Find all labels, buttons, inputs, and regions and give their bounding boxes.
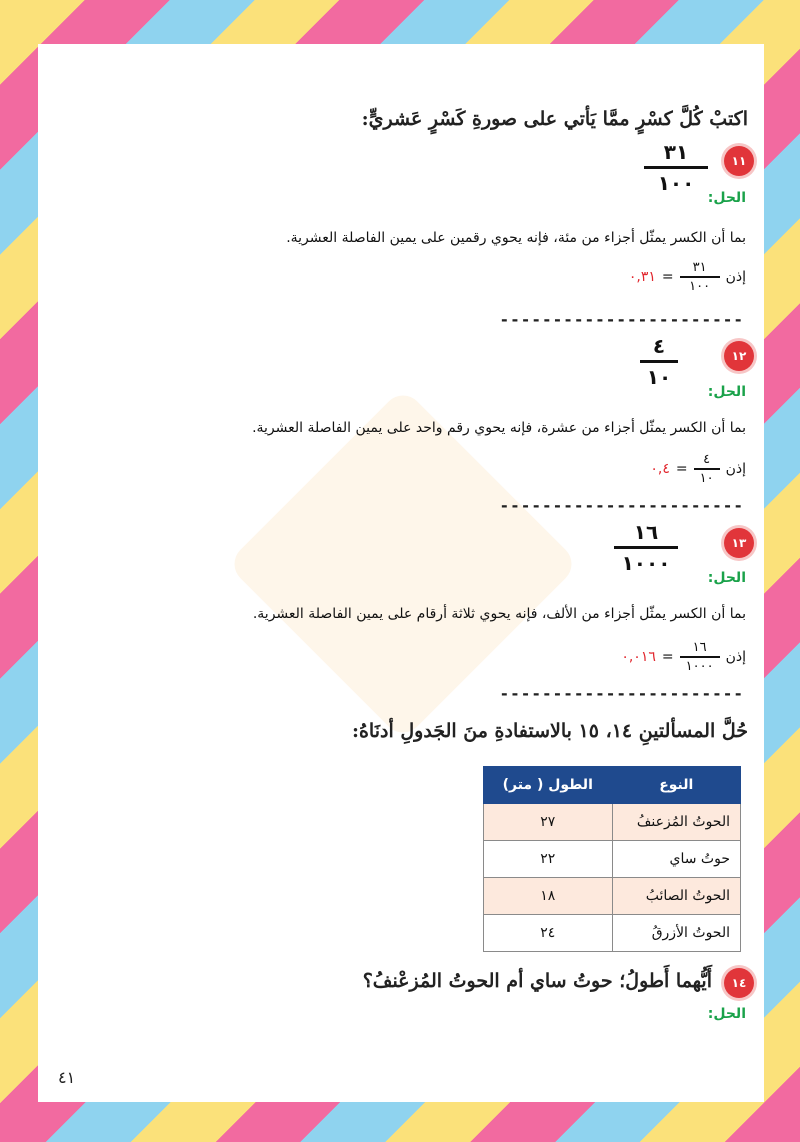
worksheet-page xyxy=(38,44,764,1102)
table-cell-type: حوتُ ساي xyxy=(612,841,741,878)
fraction-denominator: ١٠٠ xyxy=(657,171,695,195)
equation-fraction xyxy=(694,452,720,486)
equation-denominator: ١٠٠ xyxy=(689,278,711,294)
fraction-denominator: ١٠ xyxy=(646,365,672,389)
solution-equation xyxy=(650,452,746,486)
table-row xyxy=(484,841,741,878)
table-row xyxy=(484,878,741,915)
question-fraction-11 xyxy=(644,140,708,195)
solution-label: الحل: xyxy=(707,384,746,400)
fraction-numerator: ٤ xyxy=(652,334,666,358)
equals-sign: = xyxy=(661,648,674,665)
solution-explanation: بما أن الكسر يمثّل أجزاء من الألف، فإنه يحوي ثلاثة أرقام على يمين الفاصلة العشرية. xyxy=(252,606,746,622)
fraction-bar xyxy=(614,546,678,549)
equation-numerator: ٤ xyxy=(703,452,711,467)
solution-equation xyxy=(629,260,746,294)
table-cell-length: ٢٧ xyxy=(484,804,613,841)
equation-fraction-bar xyxy=(680,276,720,278)
table-cell-length: ٢٤ xyxy=(484,915,613,952)
table-row xyxy=(484,804,741,841)
whale-length-table xyxy=(483,766,741,952)
question-number-12: ١٢ xyxy=(724,341,754,371)
question-fraction-13 xyxy=(614,520,678,575)
table-cell-type: الحوتُ الصائبُ xyxy=(612,878,741,915)
then-word: إذن xyxy=(725,648,746,665)
table-header-row xyxy=(484,767,741,804)
then-word: إذن xyxy=(725,460,746,477)
fraction-bar xyxy=(644,166,708,169)
instruction-heading: اكتبْ كُلَّ كسْرٍ ممَّا يَأتي على صورةِ كَسْرٍ عَشريٍّ: xyxy=(361,108,748,130)
decimal-result: ٠,٠١٦ xyxy=(621,648,656,665)
question-number-13: ١٣ xyxy=(724,528,754,558)
equation-numerator: ٣١ xyxy=(692,260,707,275)
table-row xyxy=(484,915,741,952)
equation-fraction-bar xyxy=(680,656,720,658)
question-number-14: ١٤ xyxy=(724,968,754,998)
question-fraction-12 xyxy=(640,334,678,389)
solution-explanation: بما أن الكسر يمثّل أجزاء من مئة، فإنه يحوي رقمين على يمين الفاصلة العشرية. xyxy=(286,230,746,246)
equation-denominator: ١٠٠٠ xyxy=(685,658,714,674)
table-cell-length: ٢٢ xyxy=(484,841,613,878)
equation-denominator: ١٠ xyxy=(699,470,714,486)
solution-explanation: بما أن الكسر يمثّل أجزاء من عشرة، فإنه يحوي رقم واحد على يمين الفاصلة العشرية. xyxy=(252,420,746,436)
equation-fraction-bar xyxy=(694,468,720,470)
page-number: ٤١ xyxy=(58,1068,76,1087)
question-number-11: ١١ xyxy=(724,146,754,176)
equation-fraction xyxy=(680,260,720,294)
then-word: إذن xyxy=(725,268,746,285)
table-cell-length: ١٨ xyxy=(484,878,613,915)
separator: ----------------------- xyxy=(499,310,744,329)
decimal-result: ٠,٤ xyxy=(650,460,670,477)
solution-label: الحل: xyxy=(707,190,746,206)
separator: ----------------------- xyxy=(499,684,744,703)
solution-label: الحل: xyxy=(707,570,746,586)
table-header-type: النوع xyxy=(612,767,741,804)
table-cell-type: الحوتُ الأزرقُ xyxy=(612,915,741,952)
question-14-text: أَيُّهما أَطولُ؛ حوتُ ساي أم الحوتُ المُزعْنفُ؟ xyxy=(362,970,712,992)
equals-sign: = xyxy=(675,460,688,477)
table-instruction: حُلَّ المسألتينِ ١٤، ١٥ بالاستفادةِ منَ الجَدولِ أدنَاهُ: xyxy=(351,720,748,742)
table-cell-type: الحوتُ المُزعنفُ xyxy=(612,804,741,841)
equation-fraction xyxy=(680,640,720,674)
separator: ----------------------- xyxy=(499,496,744,515)
fraction-denominator: ١٠٠٠ xyxy=(621,551,671,575)
decimal-result: ٠,٣١ xyxy=(628,268,656,285)
fraction-numerator: ١٦ xyxy=(633,520,659,544)
solution-equation xyxy=(621,640,746,674)
equation-numerator: ١٦ xyxy=(692,640,707,655)
table-header-length: الطول ( متر) xyxy=(484,767,613,804)
equals-sign: = xyxy=(661,268,674,285)
fraction-numerator: ٣١ xyxy=(663,140,689,164)
fraction-bar xyxy=(640,360,678,363)
solution-label: الحل: xyxy=(707,1006,746,1022)
